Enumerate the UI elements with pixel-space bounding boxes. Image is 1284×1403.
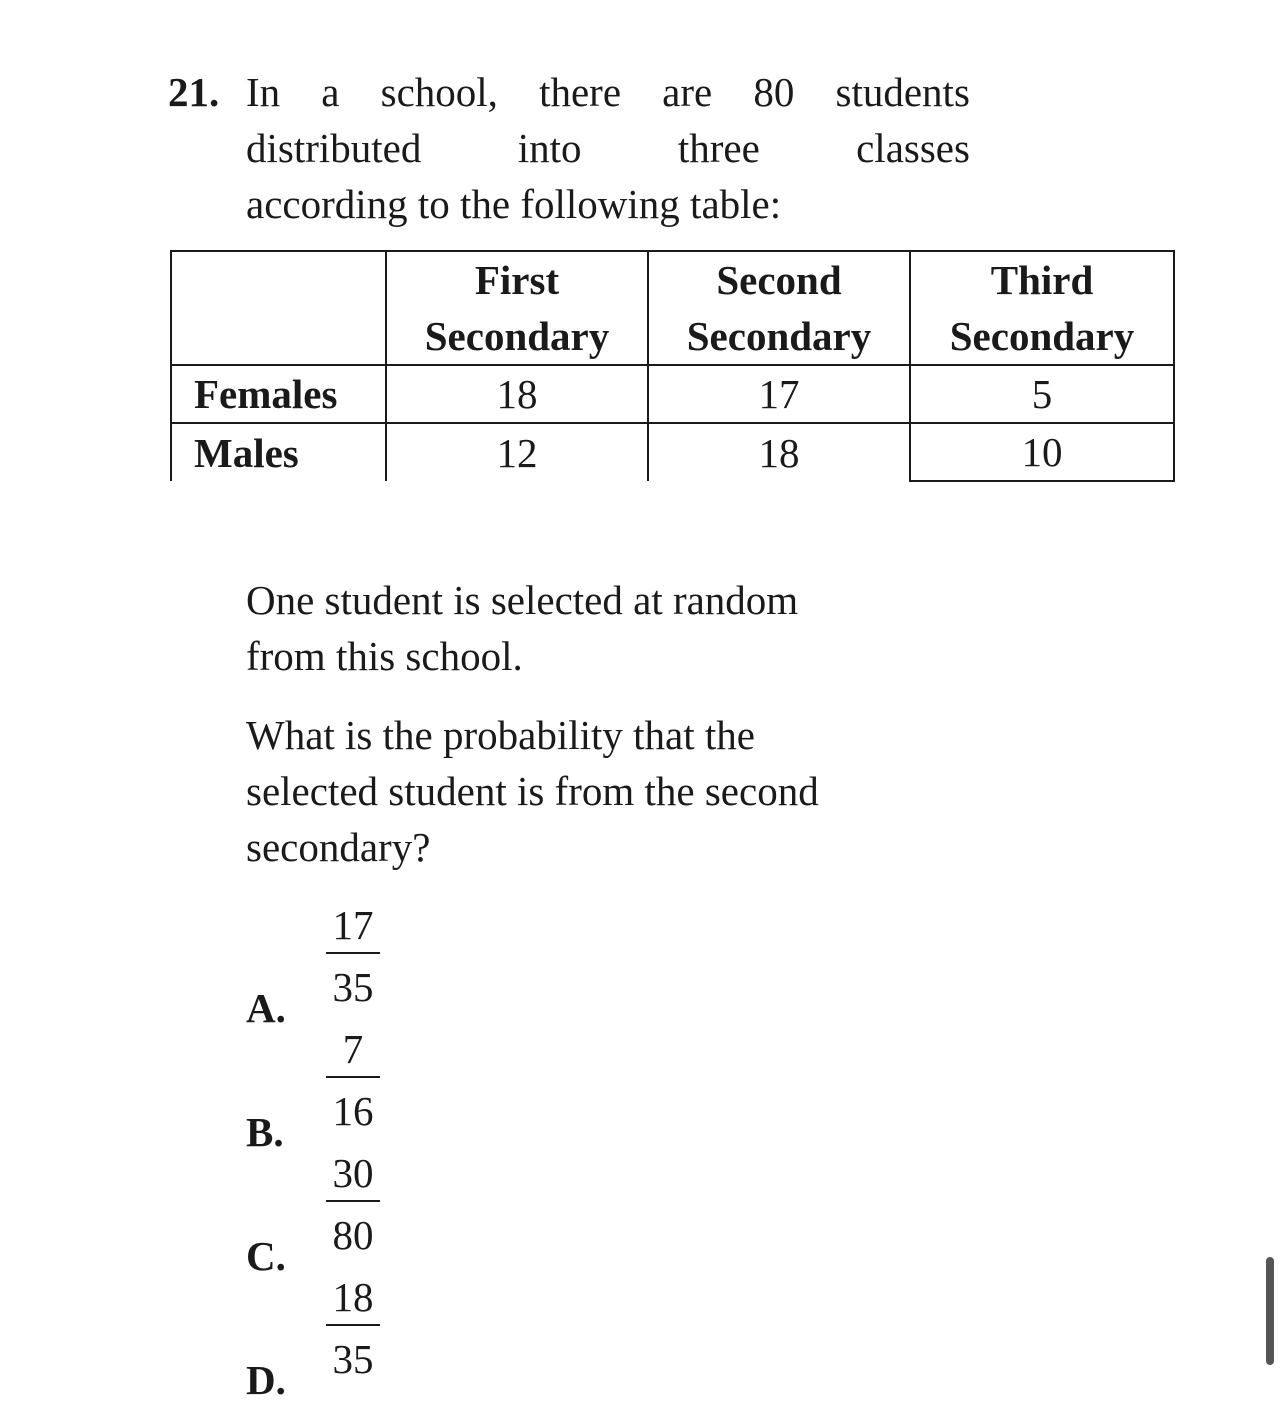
fraction xyxy=(326,1274,380,1382)
table-cell: 12 xyxy=(386,423,648,481)
selection-paragraph: One student is selected at random from this school. xyxy=(246,577,799,679)
row-label-males: Males xyxy=(171,423,386,481)
table-corner-cell xyxy=(171,251,386,365)
fraction-bar xyxy=(326,1076,380,1078)
intro-line-1: In a school, there are 80 students xyxy=(246,69,970,115)
fraction-bar xyxy=(326,952,380,954)
fraction-bar xyxy=(326,1200,380,1202)
fraction xyxy=(326,1026,380,1134)
table-cell: 10 xyxy=(910,423,1174,481)
denominator: 80 xyxy=(332,1212,374,1258)
question-paragraph: What is the probability that the selected student is from the second secondary? xyxy=(246,712,819,870)
option-letter: A. xyxy=(246,985,286,1031)
numerator: 17 xyxy=(332,902,374,948)
vertical-scrollbar[interactable] xyxy=(1266,1257,1274,1365)
question-number: 21. xyxy=(168,69,220,115)
option-letter: D. xyxy=(246,1357,286,1403)
row-label-females: Females xyxy=(171,365,386,423)
denominator: 35 xyxy=(332,964,374,1010)
question-intro xyxy=(246,64,970,232)
numerator: 30 xyxy=(332,1150,374,1196)
table-cell: 5 xyxy=(910,365,1174,423)
fraction xyxy=(326,902,380,1010)
intro-line-3: according to the following table: xyxy=(246,181,782,227)
table-cell: 17 xyxy=(648,365,910,423)
class-distribution-table xyxy=(170,250,1175,482)
table-cell: 18 xyxy=(648,423,910,481)
denominator: 35 xyxy=(332,1336,374,1382)
table-cell: 18 xyxy=(386,365,648,423)
option-letter: C. xyxy=(246,1233,286,1279)
option-letter: B. xyxy=(246,1109,284,1155)
header-first-secondary: First Secondary xyxy=(386,251,648,365)
denominator: 16 xyxy=(332,1088,374,1134)
numerator: 18 xyxy=(332,1274,374,1320)
fraction-bar xyxy=(326,1324,380,1326)
table-header-row xyxy=(171,251,1174,365)
numerator: 7 xyxy=(342,1026,364,1072)
table-row xyxy=(171,423,1174,481)
table-row xyxy=(171,365,1174,423)
header-third-secondary: Third Secondary xyxy=(910,251,1174,365)
fraction xyxy=(326,1150,380,1258)
header-second-secondary: Second Secondary xyxy=(648,251,910,365)
intro-line-2: distributed into three classes xyxy=(246,125,970,171)
